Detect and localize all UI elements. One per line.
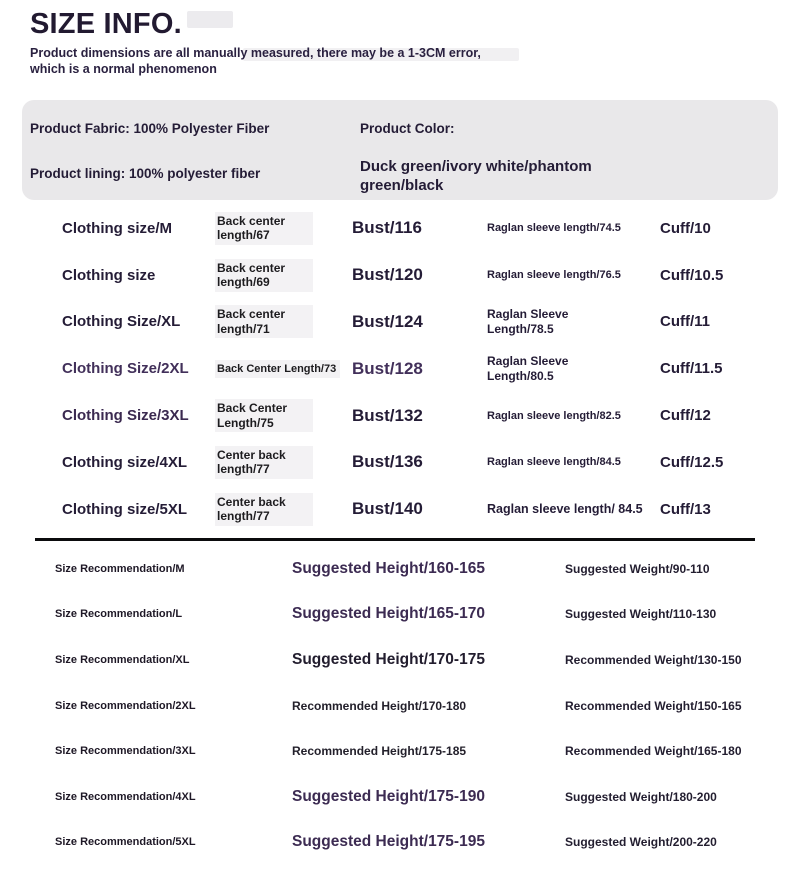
subtitle-line: Product dimensions are all manually measured, there may be a 1-3CM error, (30, 46, 481, 60)
size-row (0, 345, 790, 392)
product-lining-label: Product lining: 100% polyester fiber (30, 166, 261, 181)
raglan-sleeve-cell: Raglan Sleeve Length/78.5 (487, 307, 569, 336)
size-recommendation-cell: Size Recommendation/M (55, 562, 185, 575)
back-length-cell (215, 446, 352, 479)
back-length-cell (215, 493, 352, 526)
suggested-weight-cell: Suggested Weight/110-130 (565, 607, 717, 622)
suggested-weight-cell: Suggested Weight/180-200 (565, 789, 717, 804)
suggested-height-cell: Suggested Height/165-170 (292, 605, 485, 623)
back-length-value: Back Center Length/75 (215, 399, 313, 432)
bust-cell: Bust/140 (352, 499, 423, 519)
recommendation-row (0, 728, 790, 774)
size-recommendation-cell: Size Recommendation/L (55, 608, 183, 621)
clothing-size-cell: Clothing size/4XL (62, 453, 188, 471)
size-row (0, 392, 790, 439)
raglan-sleeve-cell: Raglan sleeve length/74.5 (487, 222, 621, 235)
recommendation-row (0, 637, 790, 683)
clothing-size-cell: Clothing size/M (62, 219, 172, 237)
bust-cell: Bust/120 (352, 265, 423, 285)
suggested-weight-cell: Suggested Weight/90-110 (565, 561, 710, 576)
size-row (0, 439, 790, 486)
size-row (0, 486, 790, 533)
recommended-weight-cell: Recommended Weight/165-180 (565, 744, 742, 759)
bust-cell: Bust/128 (352, 358, 423, 378)
suggested-height-cell: Suggested Height/170-175 (292, 650, 485, 668)
bust-cell: Bust/132 (352, 405, 423, 425)
page-subtitle (30, 46, 481, 77)
recommendation-row (0, 774, 790, 820)
back-length-value: Center back length/77 (215, 493, 313, 526)
back-length-value: Back center length/71 (215, 305, 313, 338)
back-length-cell (215, 360, 352, 379)
back-length-cell (215, 399, 352, 432)
product-info-box (22, 100, 778, 200)
cuff-cell: Cuff/10 (660, 219, 711, 237)
recommendation-row (0, 683, 790, 729)
back-length-cell (215, 259, 352, 292)
suggested-height-cell: Suggested Height/175-190 (292, 787, 485, 805)
clothing-size-cell: Clothing size/5XL (62, 500, 188, 518)
size-recommendation-cell: Size Recommendation/3XL (55, 745, 196, 758)
artifact-box (187, 11, 233, 28)
cuff-cell: Cuff/10.5 (660, 266, 724, 284)
recommendation-row (0, 546, 790, 592)
size-row (0, 205, 790, 252)
recommendation-table (0, 546, 790, 865)
clothing-size-cell: Clothing Size/XL (62, 313, 181, 331)
raglan-sleeve-cell: Raglan Sleeve Length/80.5 (487, 354, 569, 383)
back-length-cell (215, 212, 352, 245)
recommendation-row (0, 820, 790, 866)
suggested-weight-cell: Suggested Weight/200-220 (565, 835, 717, 850)
recommended-weight-cell: Recommended Weight/150-165 (565, 698, 742, 713)
back-length-value: Back center length/67 (215, 212, 313, 245)
cuff-cell: Cuff/11 (660, 313, 711, 331)
cuff-cell: Cuff/12.5 (660, 453, 724, 471)
suggested-height-cell: Suggested Height/160-165 (292, 559, 485, 577)
cuff-cell: Cuff/12 (660, 407, 711, 425)
bust-cell: Bust/136 (352, 452, 423, 472)
suggested-height-cell: Suggested Height/175-195 (292, 833, 485, 851)
size-row (0, 299, 790, 346)
cuff-cell: Cuff/13 (660, 500, 711, 518)
product-fabric-label: Product Fabric: 100% Polyester Fiber (30, 121, 270, 136)
bust-cell: Bust/124 (352, 311, 423, 331)
size-recommendation-cell: Size Recommendation/4XL (55, 790, 196, 803)
size-recommendation-cell: Size Recommendation/XL (55, 653, 190, 666)
raglan-sleeve-cell: Raglan sleeve length/76.5 (487, 269, 621, 282)
section-divider (35, 538, 755, 541)
raglan-sleeve-cell: Raglan sleeve length/ 84.5 (487, 501, 643, 516)
size-table (0, 205, 790, 533)
back-length-value: Center back length/77 (215, 446, 313, 479)
back-length-value: Back Center Length/73 (215, 360, 340, 379)
subtitle-line: which is a normal phenomenon (30, 61, 217, 76)
clothing-size-cell: Clothing Size/2XL (62, 360, 189, 378)
recommended-height-cell: Recommended Height/175-185 (292, 744, 467, 759)
cuff-cell: Cuff/11.5 (660, 360, 723, 378)
recommendation-row (0, 592, 790, 638)
bust-cell: Bust/116 (352, 218, 422, 238)
product-color-value: Duck green/ivory white/phantom green/black (360, 158, 592, 194)
recommended-weight-cell: Recommended Weight/130-150 (565, 652, 742, 667)
back-length-value: Back center length/69 (215, 259, 313, 292)
product-color-label: Product Color: (360, 121, 455, 136)
clothing-size-cell: Clothing size (62, 266, 156, 284)
size-row (0, 252, 790, 299)
recommended-height-cell: Recommended Height/170-180 (292, 698, 467, 713)
size-recommendation-cell: Size Recommendation/2XL (55, 699, 196, 712)
raglan-sleeve-cell: Raglan sleeve length/82.5 (487, 409, 621, 422)
page-title: SIZE INFO. (30, 8, 182, 40)
size-recommendation-cell: Size Recommendation/5XL (55, 836, 196, 849)
clothing-size-cell: Clothing Size/3XL (62, 407, 189, 425)
back-length-cell (215, 305, 352, 338)
raglan-sleeve-cell: Raglan sleeve length/84.5 (487, 456, 621, 469)
